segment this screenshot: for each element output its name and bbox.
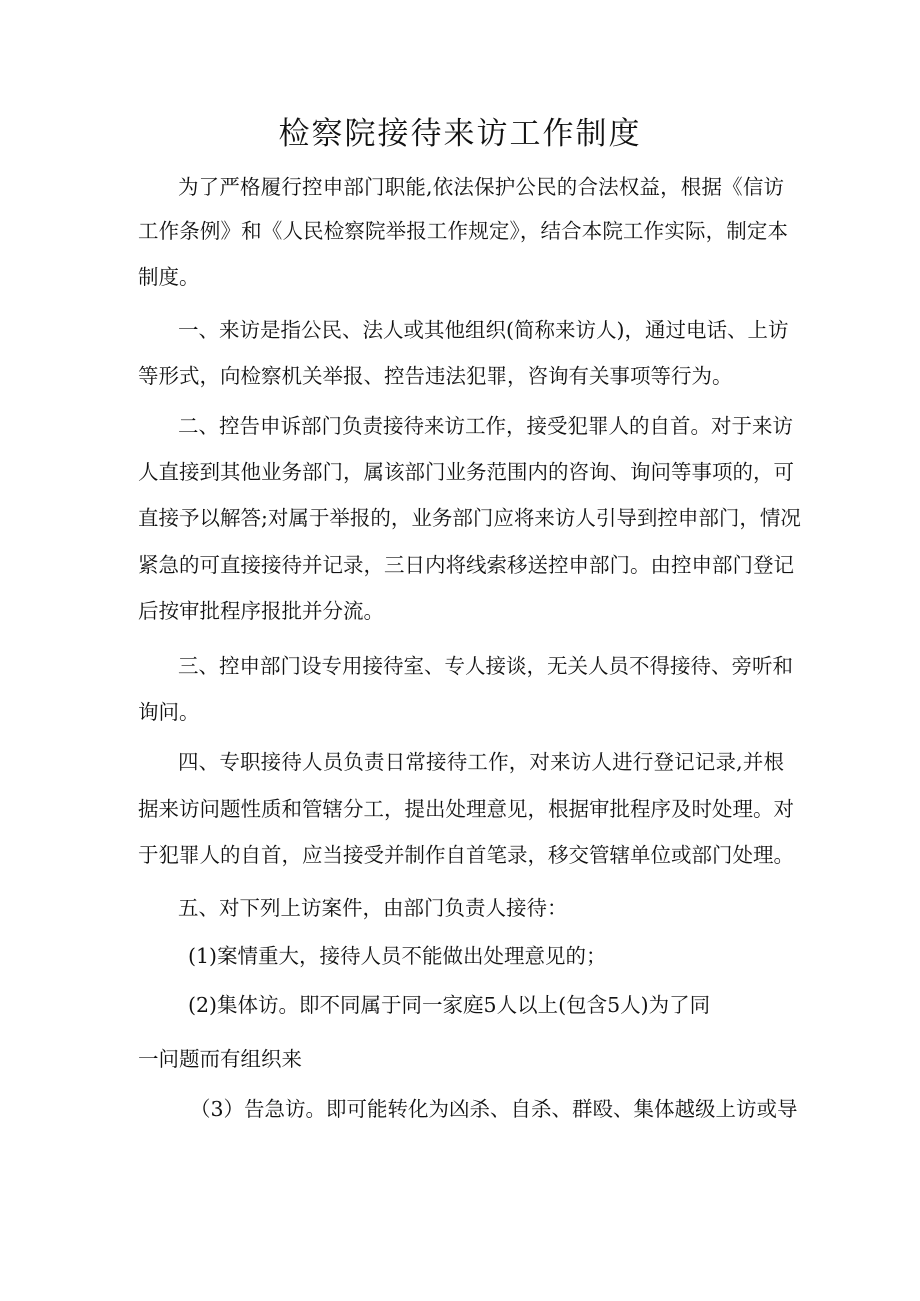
body-line: 一、来访是指公民、法人或其他组织(简称来访人)，通过电话、上访 xyxy=(178,318,789,342)
body-line: 五、对下列上访案件，由部门负责人接待： xyxy=(178,896,568,920)
body-line: 制度。 xyxy=(138,265,200,289)
body-line: 后按审批程序报批并分流。 xyxy=(138,599,384,623)
body-line: 二、控告申诉部门负责接待来访工作，接受犯罪人的自首。对于来访 xyxy=(178,414,793,438)
body-line: 为了严格履行控申部门职能,依法保护公民的合法权益，根据《信访 xyxy=(178,175,784,199)
body-line: 工作条例》和《人民检察院举报工作规定》，结合本院工作实际，制定本 xyxy=(138,219,788,243)
body-line: 四、专职接待人员负责日常接待工作，对来访人进行登记记录,并根 xyxy=(178,750,784,774)
body-line: 三、控申部门设专用接待室、专人接谈，无关人员不得接待、旁听和 xyxy=(178,654,793,678)
body-line: 等形式，向检察机关举报、控告违法犯罪，咨询有关事项等行为。 xyxy=(138,364,733,388)
body-line: 于犯罪人的自首，应当接受并制作自首笔录，移交管辖单位或部门处理。 xyxy=(138,843,794,867)
body-line: 据来访问题性质和管辖分工，提出处理意见，根据审批程序及时处理。对 xyxy=(138,797,794,821)
body-line: 直接予以解答;对属于举报的，业务部门应将来访人引导到控申部门，情况 xyxy=(138,506,801,530)
body-line: 紧急的可直接接待并记录，三日内将线索移送控申部门。由控申部门登记 xyxy=(138,553,794,577)
body-line: 询问。 xyxy=(138,700,200,724)
body-line: 一问题而有组织来 xyxy=(138,1047,302,1071)
body-line: （3）告急访。即可能转化为凶杀、自杀、群殴、集体越级上访或导 xyxy=(190,1097,798,1121)
body-line: (1)案情重大，接待人员不能做出处理意见的； xyxy=(188,944,607,968)
body-line: (2)集体访。即不同属于同一家庭5人以上(包含5人)为了同 xyxy=(188,993,711,1017)
body-line: 人直接到其他业务部门，属该部门业务范围内的咨询、询问等事项的，可 xyxy=(138,460,794,484)
document-title: 检察院接待来访工作制度 xyxy=(278,116,642,152)
